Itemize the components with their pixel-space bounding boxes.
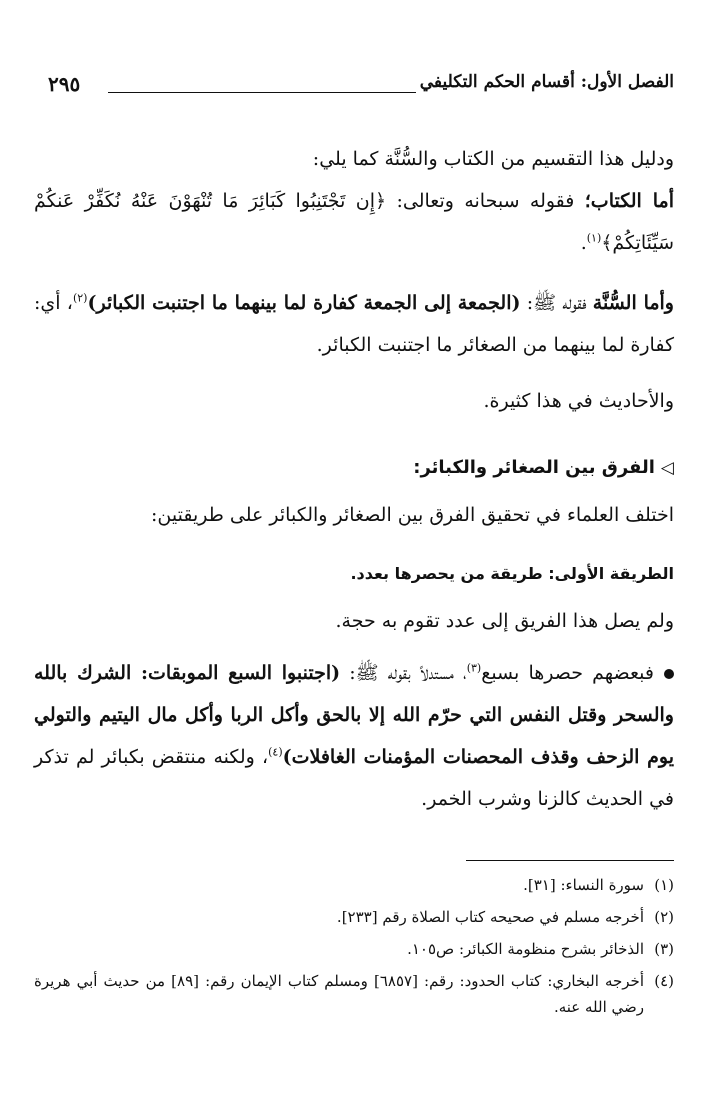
footnote-number: (٢) — [654, 908, 674, 926]
page-header — [48, 72, 674, 106]
kitab-end: . — [580, 232, 587, 254]
footnote-4 — [34, 968, 674, 1020]
footnote-ref-2: (٢) — [72, 291, 88, 305]
sunnah-text: فقوله ﷺ: — [520, 292, 593, 314]
footnote-3 — [34, 936, 674, 962]
method-1-paragraph — [34, 600, 674, 642]
footnote-1 — [34, 872, 674, 898]
bullet-paragraph — [34, 652, 674, 820]
footnote-number: (١) — [654, 876, 674, 894]
footnote-ref-1: (١) — [586, 231, 602, 245]
kitab-text: فقوله سبحانه وتعالى: — [386, 190, 585, 212]
footnote-text: الذخائر بشرح منظومة الكبائر: ص١٠٥. — [407, 940, 644, 958]
footnote-ref-3: (٣) — [466, 661, 482, 675]
footnote-2 — [34, 904, 674, 930]
ahadith-paragraph — [34, 380, 674, 422]
hadith-1: (الجمعة إلى الجمعة كفارة لما بينهما ما اجتنبت الكبائر) — [87, 292, 521, 314]
footnote-text: أخرجه البخاري: كتاب الحدود: رقم: [٦٨٥٧] ومسلم كتاب الإيمان رقم: [٨٩] من حديث أبي هريرة رضي الله عنه. — [34, 972, 644, 1016]
sunnah-paragraph — [34, 282, 674, 366]
bullet-mid: ، مستدلاً بقوله ﷺ: — [340, 662, 467, 684]
header-rule — [108, 92, 416, 93]
intro-paragraph — [34, 138, 674, 180]
ahadith-text: والأحاديث في هذا كثيرة. — [483, 390, 674, 412]
hadith-2: (اجتنبوا السبع الموبقات: الشرك بالله والسحر وقتل النفس التي حرّم الله إلا بالحق وأكل الربا وأكل مال اليتيم والتولي يوم الزحف وقذف المحصنات المؤمنات الغافلات) — [34, 662, 674, 768]
footnote-number: (٣) — [654, 940, 674, 958]
quran-verse: ﴿إِن تَجْتَنِبُوا كَبَائِرَ مَا تُنْهَوْنَ عَنْهُ نُكَفِّرْ عَنكُمْ سَيِّئَاتِكُمْ﴾ — [34, 190, 674, 254]
footnote-rule — [466, 860, 674, 861]
chapter-title: الفصل الأول: أقسام الحكم التكليفي — [419, 72, 674, 92]
method-1-title — [34, 552, 674, 595]
intro-text: ودليل هذا التقسيم من الكتاب والسُّنَّة كما يلي: — [312, 148, 674, 170]
arrow-icon: ◁ — [660, 458, 674, 478]
ikhtilaf-paragraph — [34, 494, 674, 536]
footnote-number: (٤) — [654, 972, 674, 990]
sunnah-label: وأما السُّنَّة — [592, 292, 674, 314]
kitab-paragraph — [34, 180, 674, 264]
bullet-pre: فبعضهم حصرها بسبع — [481, 662, 654, 684]
method-1-text: ولم يصل هذا الفريق إلى عدد تقوم به حجة. — [335, 610, 674, 632]
section-title: الفرق بين الصغائر والكبائر: — [413, 457, 655, 478]
bullet-icon — [664, 669, 674, 679]
section-heading — [34, 446, 674, 489]
footnote-text: سورة النساء: [٣١]. — [523, 876, 644, 894]
bullet-end: ، ولكنه منتقض بكبائر لم تذكر في الحديث كالزنا وشرب الخمر. — [34, 746, 674, 810]
footnote-ref-4: (٤) — [268, 745, 283, 759]
kitab-label: أما الكتاب؛ — [584, 190, 674, 212]
footnotes — [34, 872, 674, 1026]
page-number: ٢٩٥ — [48, 72, 81, 96]
hadith-1-explanation: ، أي: كفارة لما بينهما من الصغائر ما اجتنبت الكبائر. — [34, 292, 674, 356]
ikhtilaf-text: اختلف العلماء في تحقيق الفرق بين الصغائر والكبائر على طريقتين: — [151, 504, 674, 526]
method-1-title-text: الطريقة الأولى: طريقة من يحصرها بعدد. — [350, 564, 674, 583]
footnote-text: أخرجه مسلم في صحيحه كتاب الصلاة رقم [٢٣٣]. — [336, 908, 644, 926]
